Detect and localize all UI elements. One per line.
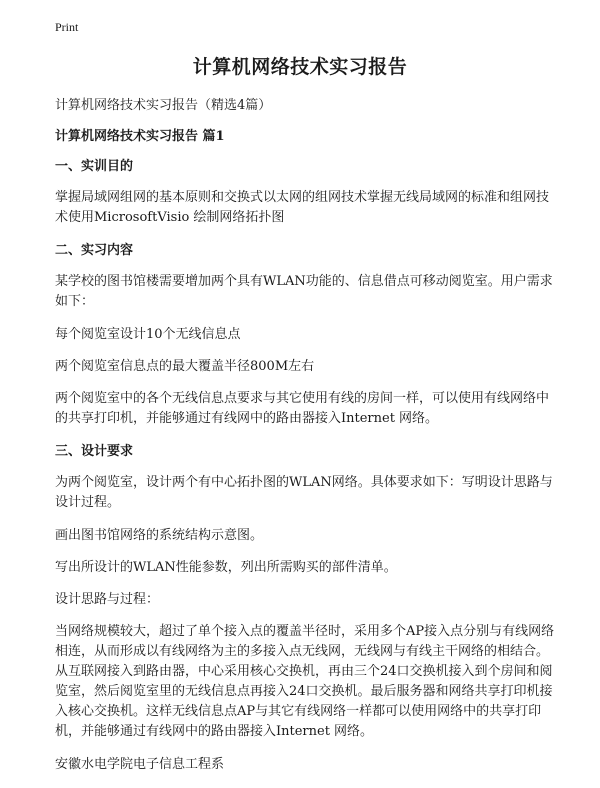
section-paragraph: 每个阅览室设计10个无线信息点 [55, 327, 241, 342]
section-paragraph: 设计思路与过程： [55, 592, 160, 607]
document-body [55, 96, 555, 788]
footer-department: 安徽水电学院电子信息工程系 [55, 757, 225, 772]
section-paragraph: 当网络规模较大，超过了单个接入点的覆盖半径时，采用多个AP接入点分别与有线网络相连，从而形成以有线网络为主的多接入点无线网，无线网与有线主干网络的相结合。从互联网接入到路由器，中心采用核心交换机，再由三个24口交换机接入到个房间和阅览室，然后阅览室里的无线信息点再接入24口交换机。最后服务器和网络共享打印机接入核心交换机。这样无线信息点AP与其它有线网络一样都可以使用网络中的共享打印机，并能够通过有线网中的路由器接入Internet 网络。 [55, 624, 555, 739]
section-paragraph: 画出图书馆网络的系统结构示意图。 [55, 528, 264, 543]
document-title: 计算机网络技术实习报告 [192, 56, 408, 78]
document-subtitle: 计算机网络技术实习报告（精选4篇） [55, 98, 272, 113]
section-paragraph: 掌握局域网组网的基本原则和交换式以太网的组网技术掌握无线局域网的标准和组网技术使用MicrosoftVisio 绘制网络拓扑图 [55, 190, 550, 225]
article-heading: 计算机网络技术实习报告 篇1 [55, 129, 225, 144]
section-heading-requirements: 三、设计要求 [55, 444, 134, 459]
section-paragraph: 为两个阅览室，设计两个有中心拓扑图的WLAN网络。具体要求如下：写明设计思路与设计过程。 [55, 475, 553, 510]
section-paragraph: 两个阅览室中的各个无线信息点要求与其它使用有线的房间一样，可以使用有线网络中的共享打印机，并能够通过有线网中的路由器接入Internet 网络。 [55, 391, 550, 426]
section-paragraph: 两个阅览室信息点的最大覆盖半径800M左右 [55, 359, 315, 374]
section-heading-content: 二、实习内容 [55, 243, 134, 258]
section-paragraph: 某学校的图书馆楼需要增加两个具有WLAN功能的、信息借点可移动阅览室。用户需求如下： [55, 274, 553, 309]
section-heading-objectives: 一、实训目的 [55, 159, 134, 174]
print-label: Print [55, 20, 79, 34]
section-paragraph: 写出所设计的WLAN性能参数，列出所需购买的部件清单。 [55, 560, 397, 575]
